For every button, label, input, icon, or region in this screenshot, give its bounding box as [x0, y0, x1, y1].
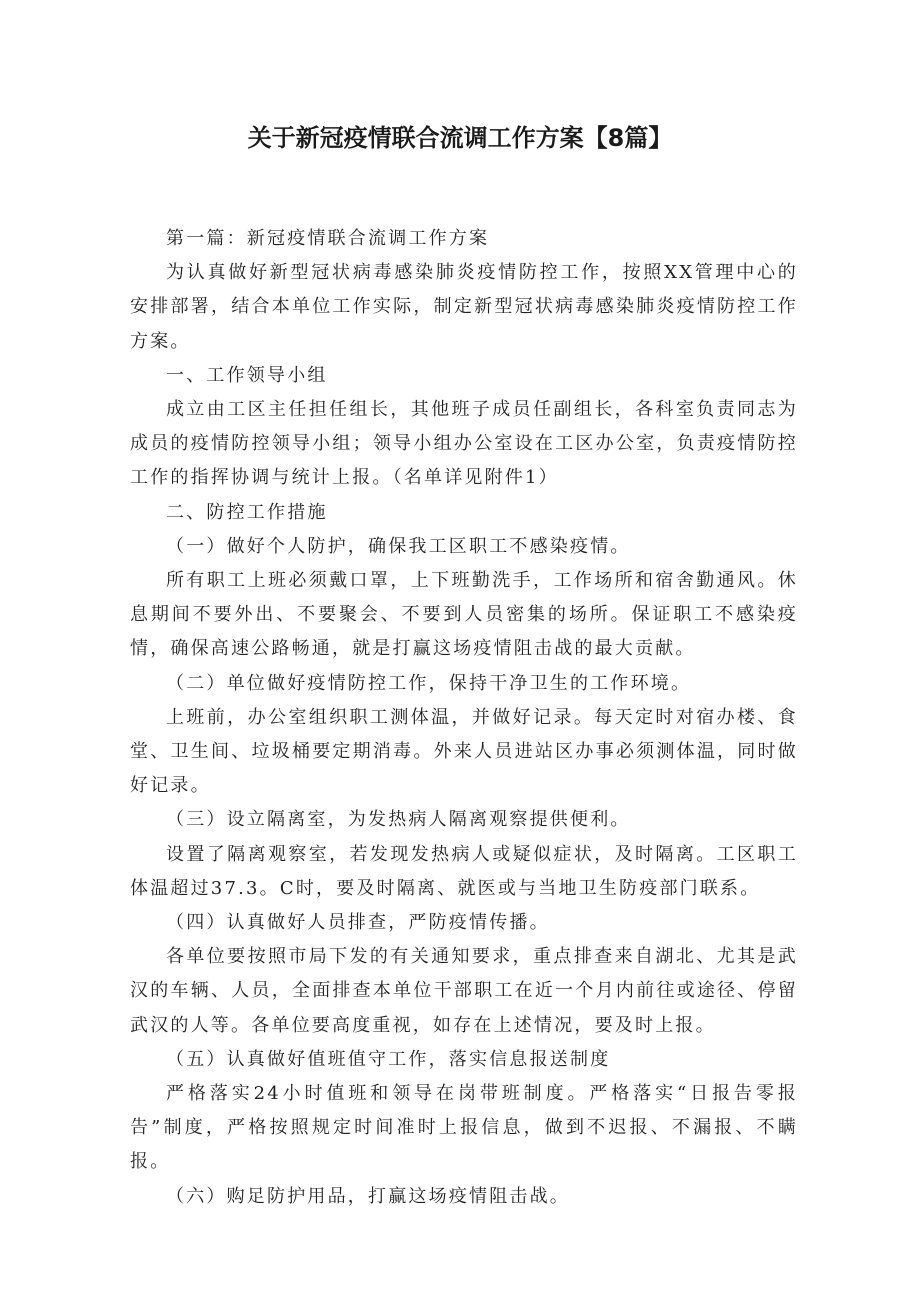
subsection-heading: （六）购足防护用品，打赢这场疫情阻击战。 — [166, 1185, 570, 1207]
body-paragraph: 各单位要按照市局下发的有关通知要求，重点排查来自湖北、尤其是武汉的车辆、人员，全面排查本单位干部职工在近一个月内前往或途径、停留武汉的人等。各单位要高度重视，如存在上述情况，要及时上报。 — [130, 946, 798, 1036]
subsection-heading: （四）认真做好人员排查，严防疫情传播。 — [166, 912, 550, 934]
body-paragraph: 严格落实24小时值班和领导在岗带班制度。严格落实“日报告零报告”制度，严格按照规定时间准时上报信息，做到不迟报、不漏报、不瞒报。 — [130, 1083, 798, 1173]
document-body — [130, 222, 798, 1214]
section-heading-part-one: 第一篇：新冠疫情联合流调工作方案 — [166, 228, 490, 249]
body-paragraph: 上班前，办公室组织职工测体温，并做好记录。每天定时对宿办楼、食堂、卫生间、垃圾桶要定期消毒。外来人员进站区办事必须测体温，同时做好记录。 — [130, 706, 798, 797]
section-heading-control-measures: 二、防控工作措施 — [166, 501, 328, 523]
subsection-heading: （三）设立隔离室，为发热病人隔离观察提供便利。 — [166, 809, 631, 831]
subsection-heading: （一）做好个人防护，确保我工区职工不感染疫情。 — [166, 535, 631, 557]
subsection-heading: （二）单位做好疫情防控工作，保持干净卫生的工作环境。 — [166, 672, 692, 694]
body-paragraph: 为认真做好新型冠状病毒感染肺炎疫情防控工作，按照XX管理中心的安排部署，结合本单位工作实际，制定新型冠状病毒感染肺炎疫情防控工作方案。 — [130, 262, 798, 352]
subsection-heading: （五）认真做好值班值守工作，落实信息报送制度 — [166, 1048, 611, 1070]
body-paragraph: 所有职工上班必须戴口罩，上下班勤洗手，工作场所和宿舍勤通风。休息期间不要外出、不要聚会、不要到人员密集的场所。保证职工不感染疫情，确保高速公路畅通，就是打赢这场疫情阻击战的最大贡献。 — [130, 570, 798, 660]
section-heading-leadership-group: 一、工作领导小组 — [166, 364, 328, 386]
body-paragraph: 成立由工区主任担任组长，其他班子成员任副组长，各科室负责同志为成员的疫情防控领导小组；领导小组办公室设在工区办公室，负责疫情防控工作的指挥协调与统计上报。（名单详见附件1） — [130, 399, 798, 489]
body-paragraph: 设置了隔离观察室，若发现发热病人或疑似症状，及时隔离。工区职工体温超过37.3。C时，要及时隔离、就医或与当地卫生防疫部门联系。 — [130, 843, 798, 899]
document-title: 关于新冠疫情联合流调工作方案【8篇】 — [247, 124, 673, 152]
